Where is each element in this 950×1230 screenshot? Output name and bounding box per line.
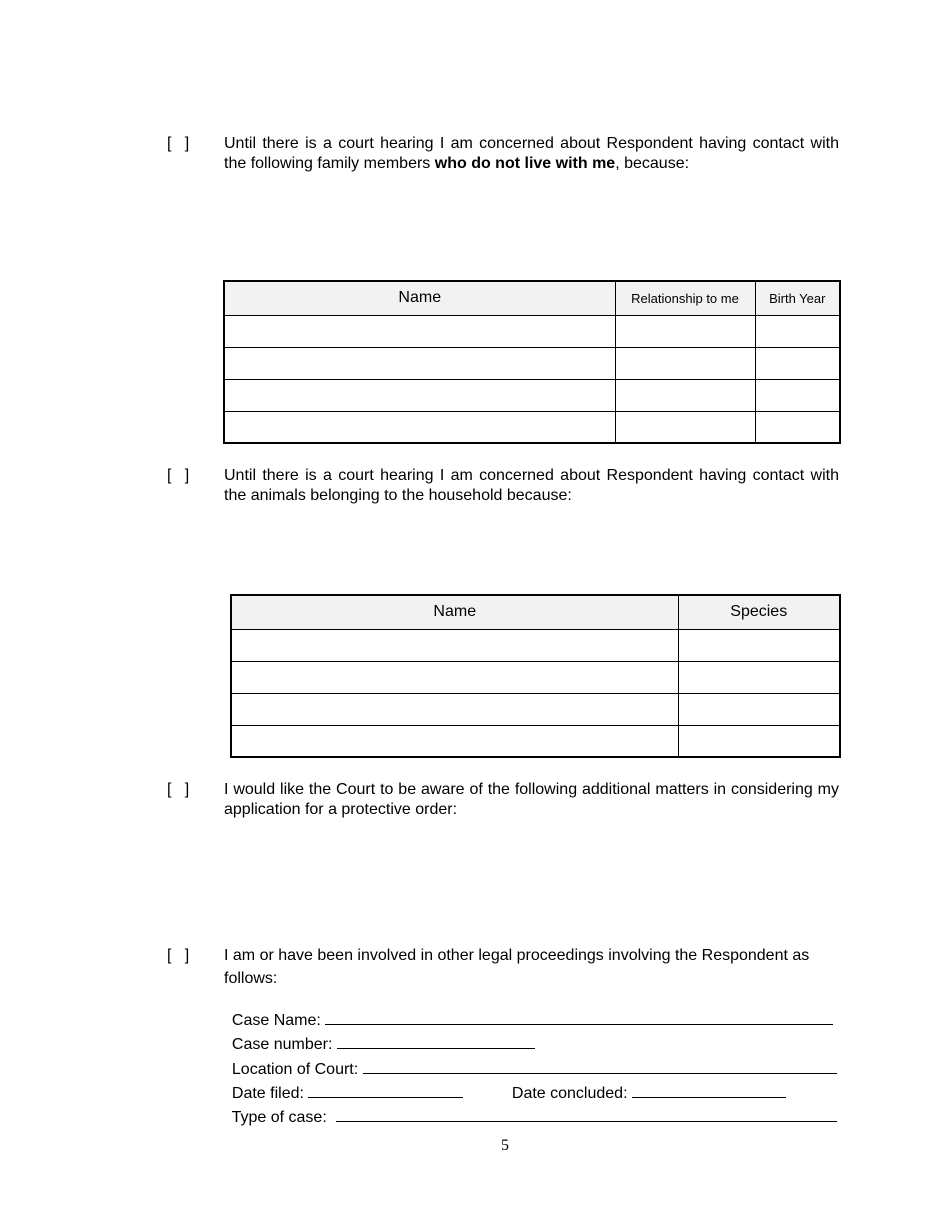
birth-year-column-header: Birth Year: [755, 281, 840, 315]
relationship-column-header: Relationship to me: [615, 281, 755, 315]
species-cell[interactable]: [678, 661, 840, 693]
page-number: 5: [501, 1137, 509, 1154]
animals-text: Until there is a court hearing I am concerned about Respondent having contact with the animals belonging to the household because:: [224, 467, 839, 504]
species-cell[interactable]: [678, 693, 840, 725]
animal-name-cell[interactable]: [231, 693, 678, 725]
name-cell[interactable]: [224, 379, 615, 411]
table-row: [224, 347, 840, 379]
relationship-cell[interactable]: [615, 379, 755, 411]
animal-name-cell[interactable]: [231, 725, 678, 757]
additional-matters-checkbox[interactable]: [ ]: [167, 781, 190, 798]
type-of-case-input[interactable]: [336, 1106, 837, 1122]
animals-table: [230, 594, 841, 758]
location-of-court-label: Location of Court:: [231, 1061, 359, 1078]
family-members-text: Until there is a court hearing I am concerned about Respondent having contact with the following family members who do not live with me, because:: [224, 135, 839, 172]
animal-name-cell[interactable]: [231, 661, 678, 693]
table-row: [231, 725, 840, 757]
type-of-case-field: [223, 1087, 837, 1127]
type-of-case-label: Type of case:: [231, 1109, 327, 1126]
additional-matters-text: I would like the Court to be aware of the following additional matters in considering my application for a protective order:: [224, 781, 839, 818]
birth-year-cell[interactable]: [755, 379, 840, 411]
table-row: [231, 693, 840, 725]
relationship-cell[interactable]: [615, 411, 755, 443]
birth-year-cell[interactable]: [755, 347, 840, 379]
relationship-cell[interactable]: [615, 347, 755, 379]
species-column-header: Species: [678, 595, 840, 629]
table-row: [224, 315, 840, 347]
species-cell[interactable]: [678, 629, 840, 661]
legal-proceedings-checkbox[interactable]: [ ]: [167, 947, 190, 964]
animal-name-column-header: Name: [231, 595, 678, 629]
family-members-table: [223, 280, 841, 444]
table-row: [224, 411, 840, 443]
birth-year-cell[interactable]: [755, 411, 840, 443]
species-cell[interactable]: [678, 725, 840, 757]
birth-year-cell[interactable]: [755, 315, 840, 347]
animals-checkbox[interactable]: [ ]: [167, 467, 190, 484]
animal-name-cell[interactable]: [231, 629, 678, 661]
name-cell[interactable]: [224, 411, 615, 443]
legal-proceedings-text: I am or have been involved in other legal proceedings involving the Respondent as follows:: [224, 947, 810, 987]
relationship-cell[interactable]: [615, 315, 755, 347]
name-cell[interactable]: [224, 315, 615, 347]
table-row: [231, 629, 840, 661]
case-name-label: Case Name:: [231, 1012, 321, 1029]
table-header-row: [231, 595, 840, 629]
family-members-checkbox[interactable]: [ ]: [167, 135, 190, 152]
table-header-row: [224, 281, 840, 315]
table-row: [224, 379, 840, 411]
date-concluded-label: Date concluded:: [511, 1085, 628, 1102]
date-filed-label: Date filed:: [231, 1085, 304, 1102]
name-cell[interactable]: [224, 347, 615, 379]
table-row: [231, 661, 840, 693]
case-number-label: Case number:: [231, 1036, 333, 1053]
name-column-header: Name: [224, 281, 615, 315]
